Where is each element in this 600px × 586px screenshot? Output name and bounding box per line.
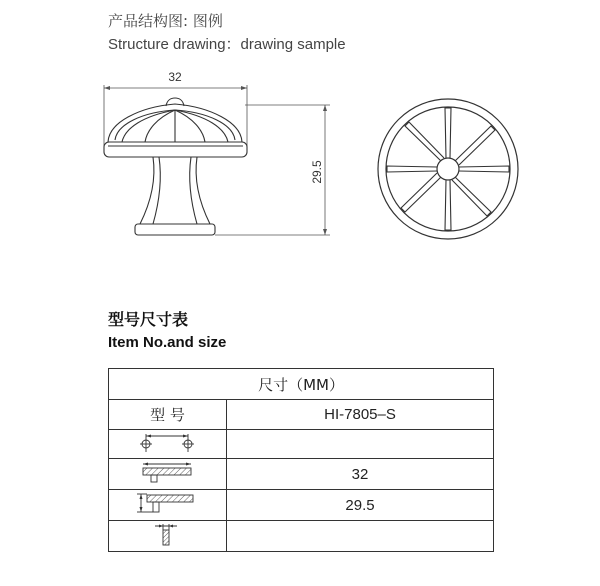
hole-spacing-value xyxy=(227,430,494,459)
outer-rim xyxy=(378,99,518,239)
model-row xyxy=(109,400,494,430)
height-label: 29.5 xyxy=(310,160,324,184)
model-value: HI-7805–S xyxy=(227,400,494,430)
top-view-drawing xyxy=(375,96,525,246)
height-dimension-icon xyxy=(109,490,227,521)
screw-diameter-value xyxy=(227,521,494,552)
spokes xyxy=(387,108,509,230)
title-en: Structure drawing：drawing sample xyxy=(108,36,346,53)
side-view-drawing xyxy=(95,60,345,245)
table-row xyxy=(109,521,494,552)
size-title-cn: 型号尺寸表 xyxy=(108,310,189,329)
unit-header: 尺寸（MM） xyxy=(109,369,494,400)
width-label: 32 xyxy=(168,70,182,84)
model-label: 型 号 xyxy=(109,400,227,430)
center-cap xyxy=(437,158,459,180)
length-value: 32 xyxy=(227,459,494,490)
title-cn: 产品结构图: 图例 xyxy=(108,12,223,30)
hole-spacing-icon xyxy=(109,430,227,459)
table-row xyxy=(109,430,494,459)
screw-diameter-icon xyxy=(109,521,227,552)
inner-rim xyxy=(386,107,510,231)
knob-side-profile xyxy=(104,98,247,235)
length-dimension-icon xyxy=(109,459,227,490)
size-title-en: Item No.and size xyxy=(108,334,227,351)
unit-header-row xyxy=(109,369,494,400)
size-table xyxy=(108,368,494,552)
height-value: 29.5 xyxy=(227,490,494,521)
table-row xyxy=(109,490,494,521)
table-row xyxy=(109,459,494,490)
